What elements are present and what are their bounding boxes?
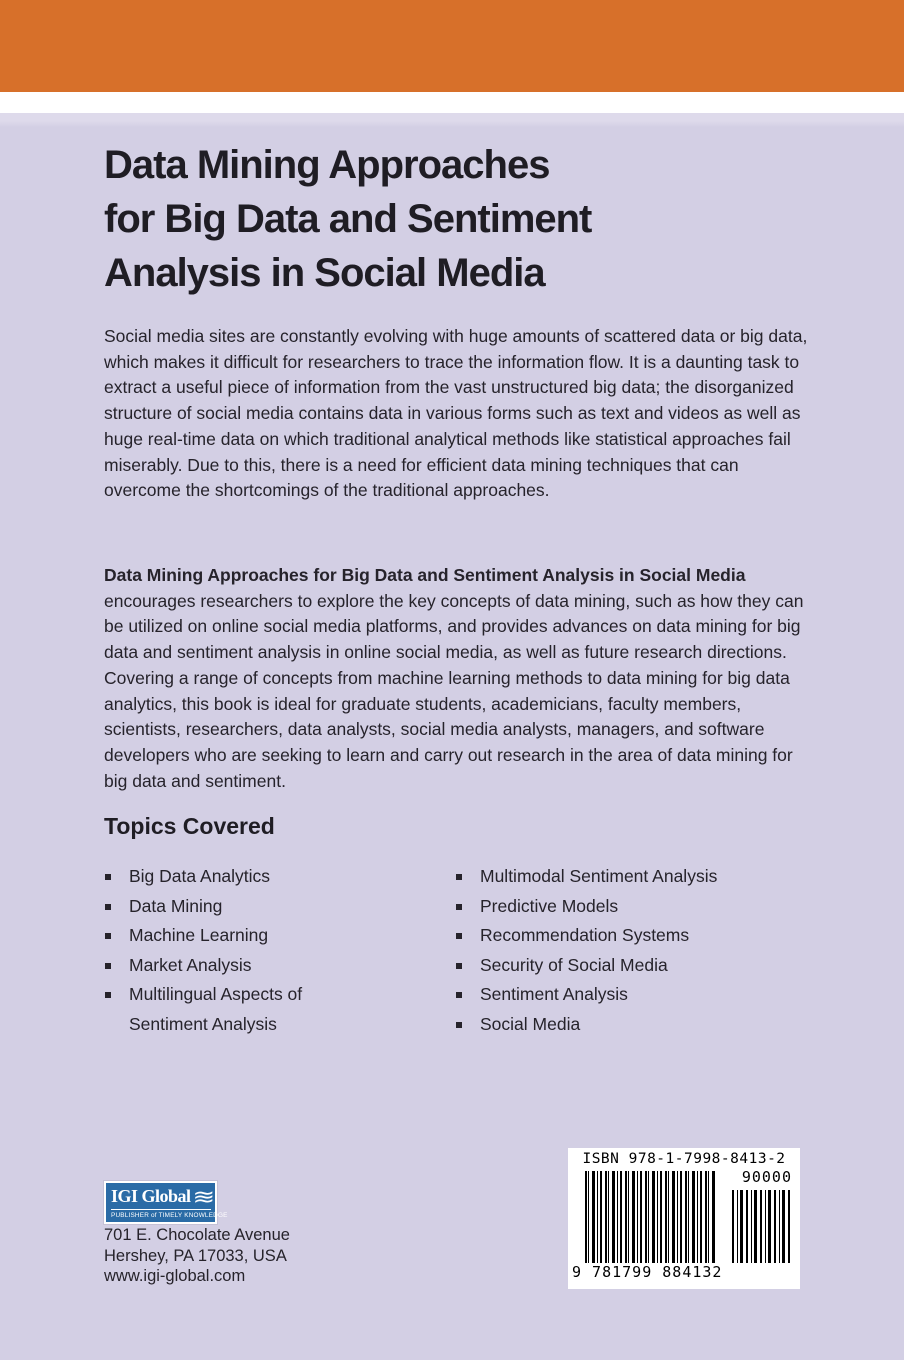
address-line-city: Hershey, PA 17033, USA [104,1246,287,1265]
publisher-website: www.igi-global.com [104,1267,246,1286]
topic-label: Machine Learning [129,925,269,946]
topic-label: Predictive Models [480,895,619,916]
logo-name-row [111,1184,215,1209]
cover-body [0,113,904,1360]
topic-label: Security of Social Media [480,954,668,975]
white-divider-strip [0,92,904,113]
isbn-barcode-block [568,1148,800,1289]
top-orange-band [0,0,904,92]
topic-item [104,980,319,1039]
book-title [104,138,591,300]
isbn-number-label: ISBN 978-1-7998-8413-2 [582,1151,786,1167]
topic-item [455,892,800,922]
topic-label: Sentiment Analysis [480,984,628,1005]
bullet-square-icon [105,904,111,910]
topic-item [104,892,319,922]
topic-label: Data Mining [129,895,223,916]
bullet-square-icon [105,963,111,969]
address-line-street: 701 E. Chocolate Avenue [104,1226,290,1244]
topic-item [455,862,800,892]
topic-item [455,951,800,981]
topics-list-right [455,862,800,1040]
topic-label: Recommendation Systems [480,925,690,946]
bullet-square-icon [456,933,462,939]
synopsis-paragraph: Social media sites are constantly evolving with huge amounts of scattered data or big data, which makes it difficult for researchers to trace the information flow. It is a daunting task to extract a useful piece of information from the vast unstructured big data; the disorganized structure of social media contains data in various forms such as text and videos as well as huge real-time data on which traditional analytical methods like statistical approaches fail miserably. Due to this, there is a need for efficient data mining techniques that can overcome the shortcomings of the traditional approaches. [104,326,808,501]
topics-list-left [104,862,319,1040]
topic-item [104,921,319,951]
topic-label: Market Analysis [129,954,252,975]
barcode-supplement-bars [732,1190,792,1263]
logo-tagline: PUBLISHER of TIMELY KNOWLEDGE [111,1209,211,1219]
topic-label: Social Media [480,1013,581,1034]
topic-item [455,921,800,951]
description-body-text: encourages researchers to explore the key concepts of data mining, such as how they can be utilized on online social media platforms, and provides advances on data mining for big data and sentiment analysis in online social media, as well as future research directions. Covering a range of concepts from machine learning methods to data mining for big data analytics, this book is ideal for graduate students, academicians, faculty members, scientists, researchers, data analysts, social media analysts, managers, and software developers who are seeking to learn and carry out research in the area of data mining for big data and sentiment. [104,590,804,791]
bullet-square-icon [456,874,462,880]
description-paragraph [104,563,810,794]
bullet-square-icon [105,992,111,998]
topic-label: Big Data Analytics [129,866,271,886]
bullet-square-icon [456,992,462,998]
topic-item [455,1010,800,1040]
bullet-square-icon [105,933,111,939]
igi-global-logo [104,1181,228,1224]
bullet-square-icon [456,963,462,969]
logo-wordmark: IGI Global [111,1186,191,1207]
topic-item [455,980,800,1010]
bullet-square-icon [456,1022,462,1028]
topics-covered-heading: Topics Covered [104,813,275,839]
bullet-square-icon [456,904,462,910]
ean13-barcode-bars [585,1171,717,1263]
topic-item [104,862,319,892]
topic-item [104,951,319,981]
description-bold-lead: Data Mining Approaches for Big Data and Sentiment Analysis in Social Media [104,565,746,585]
triple-wave-icon: ≋ [191,1184,215,1209]
book-title-line-1: Data Mining Approaches [104,143,550,187]
topic-label: Multilingual Aspects of Sentiment Analysis [129,984,303,1034]
publisher-address [104,1225,290,1287]
bullet-square-icon [105,874,111,880]
ean13-digits: 9 781799 884132 [572,1263,723,1281]
topic-label: Multimodal Sentiment Analysis [480,866,718,886]
book-title-line-3: Analysis in Social Media [104,251,545,295]
book-title-line-2: for Big Data and Sentiment [104,197,592,241]
barcode-supplement-digits: 90000 [741,1168,792,1186]
